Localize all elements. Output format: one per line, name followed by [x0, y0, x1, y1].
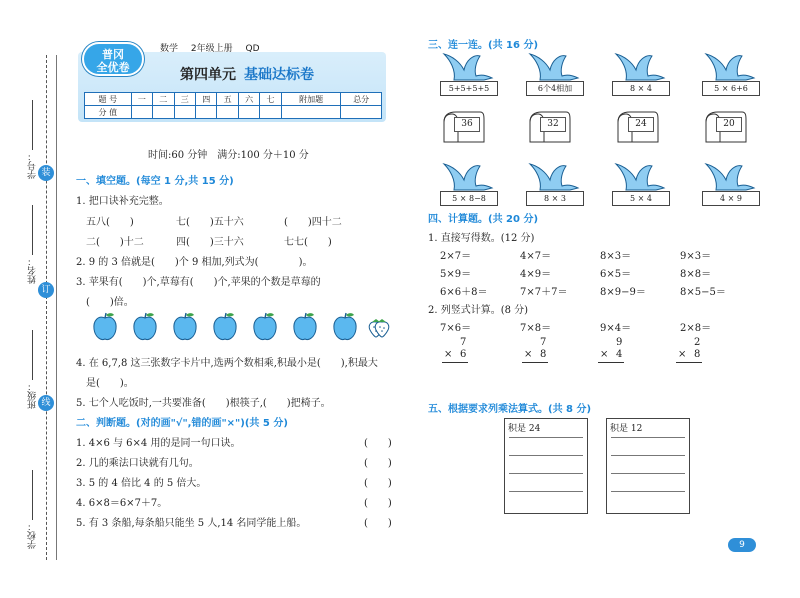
bird-icon [612, 162, 670, 192]
q3-line1[interactable]: 3. 苹果有( )个,草莓有( )个,苹果的个数是草莓的 [76, 277, 321, 288]
apple-icon [292, 312, 318, 342]
oral-calc[interactable]: 6×6＋8＝ [440, 287, 488, 298]
oral-calc[interactable]: 8×8＝ [680, 269, 712, 280]
mailbox-row [440, 110, 770, 144]
bird-icon [526, 52, 584, 82]
bird-card[interactable]: 4 × 9 [702, 162, 760, 206]
oral-calc[interactable]: 5×9＝ [440, 269, 472, 280]
judge-answer[interactable]: ( ) [364, 458, 392, 469]
apple-icon [132, 312, 158, 342]
section5-title: 五、根据要求列乘法算式。(共 8 分) [428, 404, 592, 415]
bird-icon [702, 52, 760, 82]
calc-part2: 2. 列竖式计算。(8 分) [428, 305, 529, 316]
apple-icon [172, 312, 198, 342]
fruit-picture [92, 312, 402, 346]
oral-calc[interactable]: 6×5＝ [600, 269, 632, 280]
oral-calc[interactable]: 7×7＋7＝ [520, 287, 568, 298]
judge-item: 1. 4×6 与 6×4 用的是同一句口诀。 [76, 438, 241, 449]
apple-icon [212, 312, 238, 342]
mailbox[interactable]: 20 [702, 110, 748, 144]
score-header-row: 题 号 一 二 三 四 五 六 七 附加题 总分 [85, 93, 382, 106]
judge-item: 4. 6×8＝6×7＋7。 [76, 498, 168, 509]
apple-icon [332, 312, 358, 342]
q3-line2[interactable]: ( )倍。 [86, 297, 134, 308]
mailbox[interactable]: 32 [526, 110, 572, 144]
q1-item[interactable]: 四( )三十六 [176, 237, 244, 248]
binding-line [56, 55, 57, 560]
page-title: 第四单元 基础达标卷 [180, 67, 314, 83]
bottom-birds [432, 162, 772, 202]
section4-title: 四、计算题。(共 20 分) [428, 214, 539, 225]
oral-calc[interactable]: 8×9−9＝ [600, 287, 646, 298]
oral-calc[interactable]: 2×7＝ [440, 251, 472, 262]
bird-card[interactable]: 5 × 8−8 [440, 162, 498, 206]
bird-card[interactable]: 8 × 4 [612, 52, 670, 96]
judge-answer[interactable]: ( ) [364, 478, 392, 489]
seal-xian: 线 [38, 395, 54, 411]
q4-line2[interactable]: 是( )。 [86, 378, 134, 389]
bird-icon [526, 162, 584, 192]
binding-strip [0, 0, 62, 598]
bird-card[interactable]: 5 × 4 [612, 162, 670, 206]
seal-zhuang: 装 [38, 165, 54, 181]
cut-line [46, 55, 47, 560]
answer-box-24[interactable]: 积是 24 [504, 418, 588, 514]
bird-icon [702, 162, 760, 192]
subject-line: 数学 2年级上册 QD [160, 44, 260, 54]
oral-calc[interactable]: 8×5−5＝ [680, 287, 726, 298]
section1-title: 一、填空题。(每空 1 分,共 15 分) [76, 176, 234, 187]
q1-item[interactable]: 五八( ) [86, 217, 134, 228]
mailbox[interactable]: 36 [440, 110, 486, 144]
strawberry-icon [374, 318, 390, 338]
q1-item[interactable]: 二( )十二 [86, 237, 144, 248]
q1-item[interactable]: 七( )五十六 [176, 217, 244, 228]
judge-item: 2. 几的乘法口诀就有几句。 [76, 458, 199, 469]
q4-line1[interactable]: 4. 在 6,7,8 这三张数字卡片中,选两个数相乘,积最小是( ),积最大 [76, 358, 378, 369]
field-school[interactable]: 学校： [26, 470, 39, 549]
judge-answer[interactable]: ( ) [364, 438, 392, 449]
time-and-score: 时间:60 分钟 满分:100 分＋10 分 [148, 150, 309, 161]
page-number: 9 [728, 538, 756, 552]
bird-icon [440, 52, 498, 82]
top-birds [432, 52, 772, 92]
field-class[interactable]: 班级： [26, 330, 39, 409]
bird-card[interactable]: 5+5+5+5 [440, 52, 498, 96]
seal-ding: 订 [38, 282, 54, 298]
score-table [84, 92, 382, 119]
judge-answer[interactable]: ( ) [364, 498, 392, 509]
judge-item: 5. 有 3 条船,每条船只能坐 5 人,14 名同学能上船。 [76, 518, 307, 529]
field-student-id[interactable]: 学号： [26, 100, 39, 179]
judge-item: 3. 5 的 4 倍比 4 的 5 倍大。 [76, 478, 207, 489]
bird-icon [612, 52, 670, 82]
q2[interactable]: 2. 9 的 3 倍就是( )个 9 相加,列式为( )。 [76, 257, 313, 268]
bird-card[interactable]: 5 × 6+6 [702, 52, 760, 96]
q5[interactable]: 5. 七个人吃饭时,一共要准备( )根筷子,( )把椅子。 [76, 398, 331, 409]
section3-title: 三、连一连。(共 16 分) [428, 40, 539, 51]
q1-prompt: 1. 把口诀补充完整。 [76, 196, 169, 207]
judge-answer[interactable]: ( ) [364, 518, 392, 529]
q1-item[interactable]: ( )四十二 [284, 217, 342, 228]
score-value-row: 分 值 [85, 106, 382, 119]
bird-card[interactable]: 6个4相加 [526, 52, 584, 96]
bird-card[interactable]: 8 × 3 [526, 162, 584, 206]
oral-calc[interactable]: 4×9＝ [520, 269, 552, 280]
answer-box-12[interactable]: 积是 12 [606, 418, 690, 514]
oral-calc[interactable]: 8×3＝ [600, 251, 632, 262]
bird-icon [440, 162, 498, 192]
brand-badge: 普冈 全优卷 [82, 42, 144, 76]
mailbox[interactable]: 24 [614, 110, 660, 144]
q1-item[interactable]: 七七( ) [284, 237, 332, 248]
oral-calc[interactable]: 9×3＝ [680, 251, 712, 262]
calc-part1: 1. 直接写得数。(12 分) [428, 233, 535, 244]
apple-icon [92, 312, 118, 342]
section2-title: 二、判断题。(对的画"√",错的画"×")(共 5 分) [76, 418, 288, 429]
field-name[interactable]: 姓名： [26, 205, 39, 284]
oral-calc[interactable]: 4×7＝ [520, 251, 552, 262]
apple-icon [252, 312, 278, 342]
